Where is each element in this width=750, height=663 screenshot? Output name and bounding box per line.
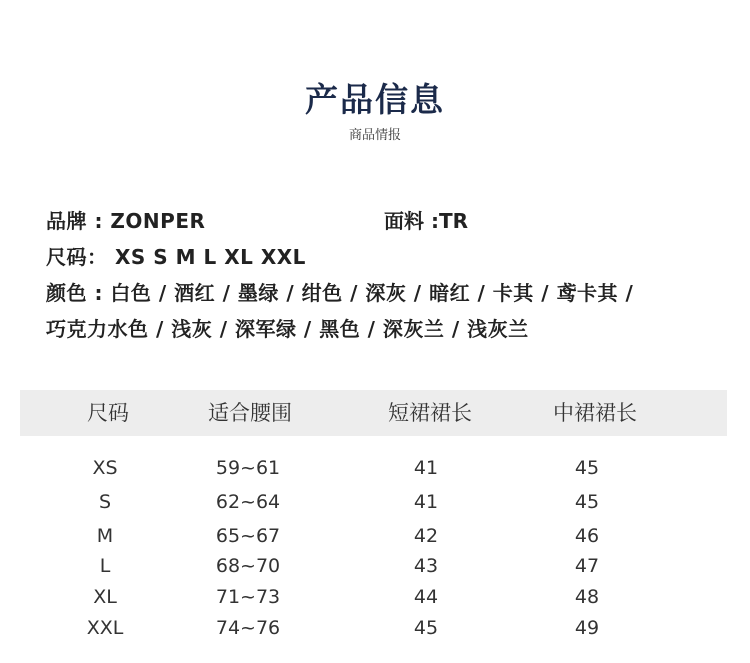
table-cell: 45: [574, 491, 600, 513]
header-mid-length: 中裙裙长: [553, 401, 637, 425]
table-cell: XXL: [86, 617, 124, 639]
table-cell: 42: [413, 525, 439, 547]
header-short-length: 短裙裙长: [388, 401, 472, 425]
table-cell: 68~70: [215, 555, 281, 577]
header-size: 尺码: [87, 401, 129, 425]
table-cell: 43: [413, 555, 439, 577]
table-cell: 65~67: [215, 525, 281, 547]
fabric-line: 面料 :TR: [384, 209, 469, 233]
table-cell: 47: [574, 555, 600, 577]
table-cell: L: [99, 555, 111, 577]
table-cell: M: [96, 525, 114, 547]
brand-line: 品牌 : ZONPER: [46, 209, 206, 233]
size-table-header: [20, 390, 727, 436]
page-subtitle: 商品情报: [348, 128, 401, 143]
table-cell: 41: [413, 457, 439, 479]
table-cell: 41: [413, 491, 439, 513]
colors-line-1: 颜色 : 白色 / 酒红 / 墨绿 / 绀色 / 深灰 / 暗红 / 卡其 / 鸢卡其 /: [46, 281, 634, 305]
table-cell: XS: [92, 457, 118, 479]
table-cell: S: [98, 491, 112, 513]
table-cell: 48: [574, 586, 600, 608]
table-cell: 49: [574, 617, 600, 639]
table-cell: 62~64: [215, 491, 281, 513]
table-cell: 45: [413, 617, 439, 639]
table-cell: 71~73: [215, 586, 281, 608]
header-waist: 适合腰围: [208, 401, 292, 425]
table-cell: 59~61: [215, 457, 281, 479]
table-cell: 74~76: [215, 617, 281, 639]
sizes-line: 尺码： XS S M L XL XXL: [46, 245, 306, 269]
table-cell: 46: [574, 525, 600, 547]
colors-line-2: 巧克力水色 / 浅灰 / 深军绿 / 黑色 / 深灰兰 / 浅灰兰: [46, 317, 529, 341]
table-cell: 45: [574, 457, 600, 479]
table-cell: XL: [93, 586, 117, 608]
page-title: 产品信息: [305, 80, 445, 119]
table-cell: 44: [413, 586, 439, 608]
